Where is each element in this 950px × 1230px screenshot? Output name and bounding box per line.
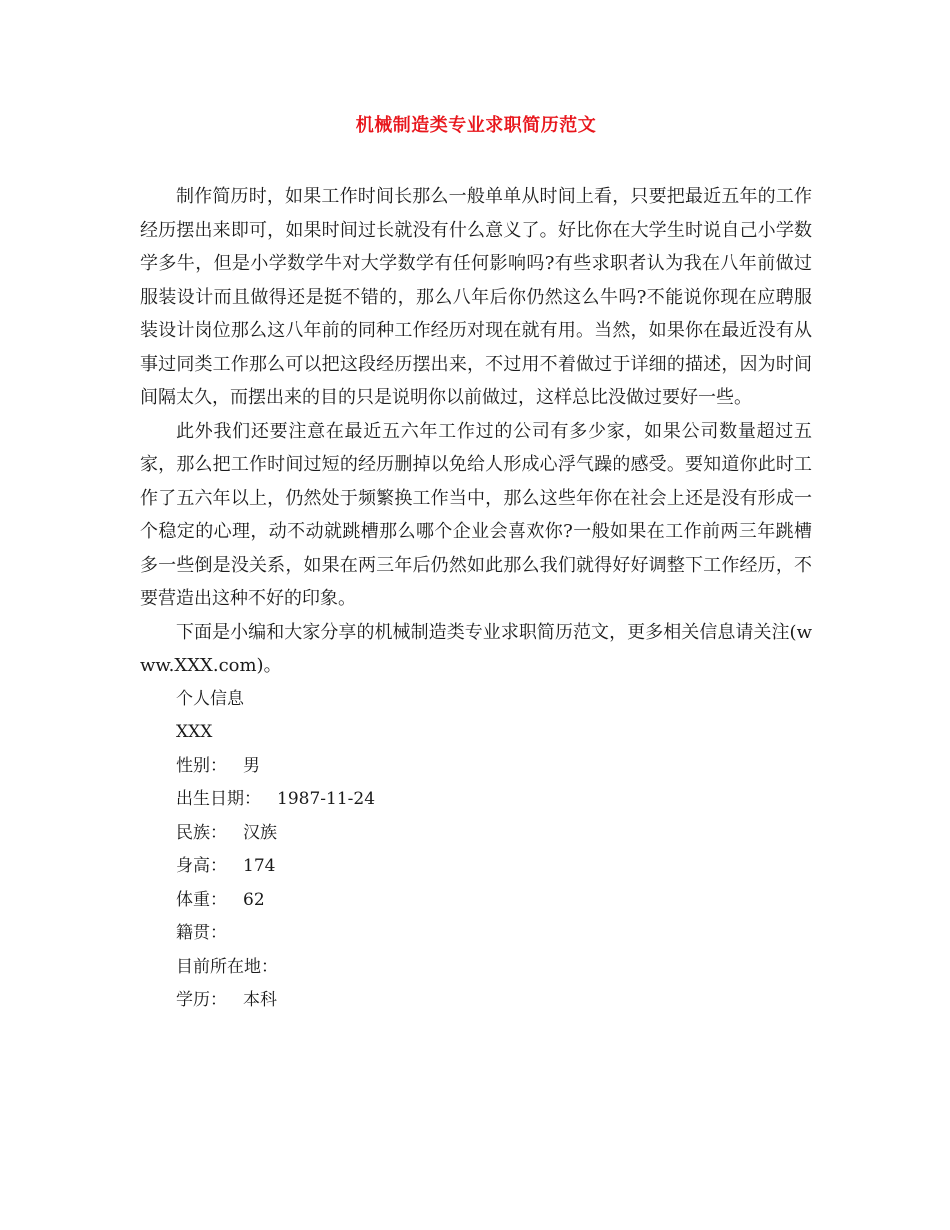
document-page	[140, 112, 812, 1018]
personal-info-name: XXX	[176, 722, 213, 742]
info-row-weight	[176, 884, 812, 918]
info-row-education	[176, 984, 812, 1018]
info-label: 性别：	[176, 755, 227, 776]
document-title: 机械制造类专业求职简历范文	[355, 115, 597, 136]
info-value: 62	[243, 889, 265, 910]
personal-info-heading: 个人信息	[176, 688, 244, 709]
info-row-gender	[176, 750, 812, 784]
info-row-ethnicity	[176, 817, 812, 851]
info-value: 男	[243, 755, 260, 776]
info-label: 民族：	[176, 822, 227, 843]
info-row-height	[176, 850, 812, 884]
info-row-birthdate	[176, 783, 812, 817]
info-value: 174	[243, 856, 276, 876]
paragraph-company-count: 此外我们还要注意在最近五六年工作过的公司有多少家，如果公司数量超过五家，那么把工作时间过短的经历删掉以免给人形成心浮气躁的感受。要知道你此时工作了五六年以上，仍然处于频繁换工作当中，那么这些年你在社会上还是没有形成一个稳定的心理，动不动就跳槽那么哪个企业会喜欢你?一般如果在工作前两三年跳槽多一些倒是没关系，如果在两三年后仍然如此那么我们就得好好调整下工作经历，不要营造出这种不好的印象。	[140, 420, 812, 609]
paragraph-intro: 下面是小编和大家分享的机械制造类专业求职简历范文，更多相关信息请关注(www.XXX.com)。	[140, 621, 812, 676]
info-label: 身高：	[176, 856, 227, 876]
info-value: 本科	[243, 990, 277, 1010]
info-value: 汉族	[243, 822, 277, 843]
info-label: 目前所在地：	[176, 956, 278, 977]
info-label: 籍贯：	[176, 923, 227, 943]
info-label: 学历：	[176, 990, 227, 1010]
info-row-current-location	[176, 951, 812, 985]
info-row-native-place	[176, 917, 812, 951]
paragraph-resume-tips: 制作简历时，如果工作时间长那么一般单单从时间上看，只要把最近五年的工作经历摆出来即可，如果时间过长就没有什么意义了。好比你在大学生时说自己小学数学多牛，但是小学数学牛对大学数学有任何影响吗?有些求职者认为我在八年前做过服装设计而且做得还是挺不错的，那么八年后你仍然这么牛吗?不能说你现在应聘服装设计岗位那么这八年前的同种工作经历对现在就有用。当然，如果你在最近没有从事过同类工作那么可以把这段经历摆出来，不过用不着做过于详细的描述，因为时间间隔太久，而摆出来的目的只是说明你以前做过，这样总比没做过要好一些。	[140, 186, 812, 408]
info-value: 1987-11-24	[277, 789, 376, 809]
personal-info-section	[140, 683, 812, 1018]
info-label: 出生日期：	[176, 789, 261, 809]
info-label: 体重：	[176, 889, 227, 910]
